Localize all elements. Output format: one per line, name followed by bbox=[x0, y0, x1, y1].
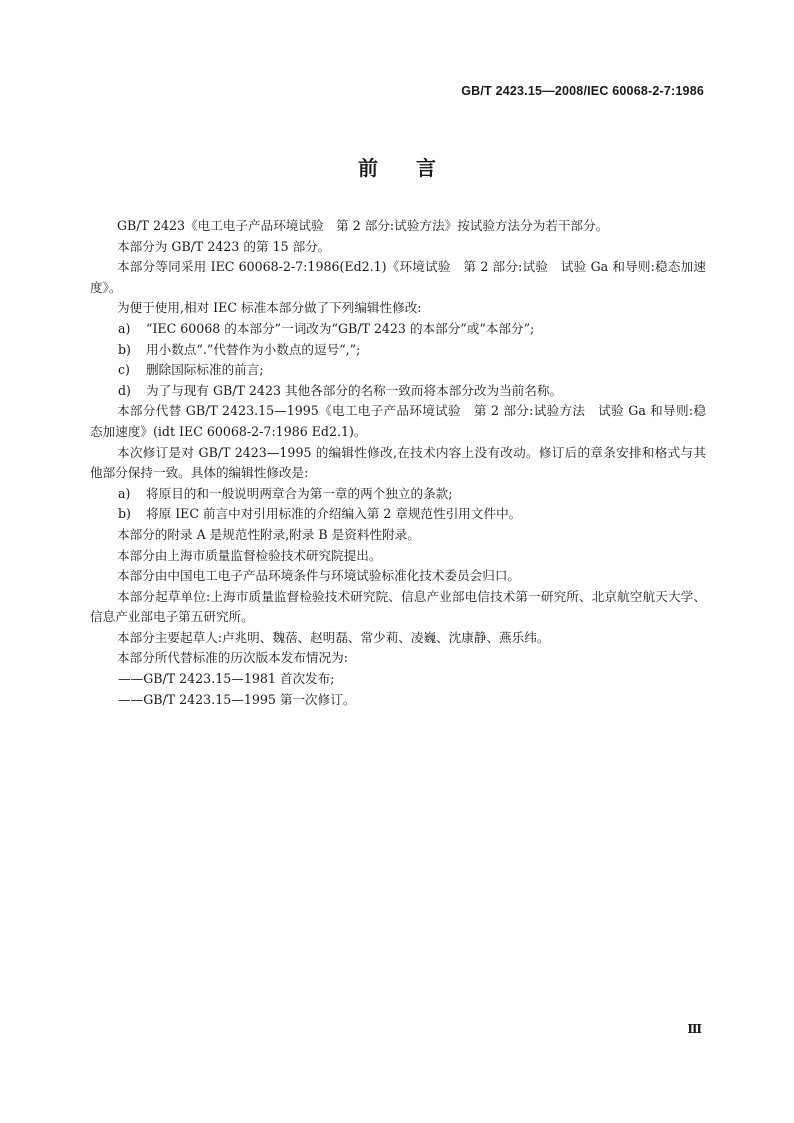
paragraph: 本部分等同采用 IEC 60068-2-7:1986(Ed2.1)《环境试验 第 2 部分:试验 试验 Ga 和导则:稳态加速度》。 bbox=[90, 259, 706, 295]
paragraph: 本部分由上海市质量监督检验技术研究院提出。 bbox=[117, 547, 382, 563]
list-marker: d) bbox=[118, 382, 131, 398]
list-item bbox=[90, 319, 706, 340]
history-item: ——GB/T 2423.15—1995 第一次修订。 bbox=[118, 691, 356, 707]
paragraph: 本部分的附录 A 是规范性附录,附录 B 是资料性附录。 bbox=[117, 526, 420, 542]
history-item: ——GB/T 2423.15—1981 首次发布; bbox=[118, 671, 335, 687]
paragraph: 本部分由中国电工电子产品环境条件与环境试验标准化技术委员会归口。 bbox=[117, 568, 520, 584]
page-number: Ⅲ bbox=[687, 1022, 702, 1036]
list-item bbox=[90, 504, 706, 525]
paragraph: 本部分主要起草人:卢兆明、魏蓓、赵明磊、常少莉、凌巍、沈康静、燕乐纬。 bbox=[117, 629, 550, 645]
paragraph: 本部分代替 GB/T 2423.15—1995《电工电子产品环境试验 第 2 部分:试验方法 试验 Ga 和导则:稳态加速度》(idt IEC 60068-2-7:1986 Ed2.1)。 bbox=[90, 403, 706, 439]
list-item bbox=[90, 484, 706, 505]
list-item-text: 将原目的和一般说明两章合为第一章的两个独立的条款; bbox=[146, 485, 453, 501]
paragraph: 为便于使用,相对 IEC 标准本部分做了下列编辑性修改: bbox=[117, 300, 422, 316]
list-item bbox=[90, 360, 706, 381]
standard-code-header: GB/T 2423.15—2008/IEC 60068-2-7:1986 bbox=[461, 84, 704, 98]
list-item-text: 为了与现有 GB/T 2423 其他各部分的名称一致而将本部分改为当前名称。 bbox=[146, 382, 563, 398]
list-marker: c) bbox=[118, 362, 130, 378]
paragraph: 本部分为 GB/T 2423 的第 15 部分。 bbox=[117, 238, 331, 254]
page-title: 前言 bbox=[358, 156, 474, 180]
list-item-text: 删除国际标准的前言; bbox=[146, 362, 264, 378]
paragraph: 本次修订是对 GB/T 2423—1995 的编辑性修改,在技术内容上没有改动。修订后的章条安排和格式与其他部分保持一致。具体的编辑性修改是: bbox=[90, 444, 706, 481]
list-item-text: 将原 IEC 前言中对引用标准的介绍编入第 2 章规范性引用文件中。 bbox=[146, 506, 522, 522]
list-item bbox=[90, 381, 706, 402]
list-marker: a) bbox=[118, 485, 131, 501]
paragraph: 本部分起草单位:上海市质量监督检验技术研究院、信息产业部电信技术第一研究所、北京航空航天大学、信息产业部电子第五研究所。 bbox=[90, 588, 706, 625]
preface-body bbox=[90, 216, 706, 710]
list-item-text: 用小数点“.”代替作为小数点的逗号“,”; bbox=[146, 341, 361, 357]
list-marker: b) bbox=[118, 341, 131, 357]
list-item-text: “IEC 60068 的本部分”一词改为“GB/T 2423 的本部分”或“本部分”; bbox=[146, 320, 535, 336]
list-marker: a) bbox=[118, 320, 131, 336]
list-item bbox=[90, 340, 706, 361]
paragraph: GB/T 2423《电工电子产品环境试验 第 2 部分:试验方法》按试验方法分为若干部分。 bbox=[117, 218, 609, 233]
paragraph: 本部分所代替标准的历次版本发布情况为: bbox=[117, 650, 348, 666]
list-marker: b) bbox=[118, 506, 131, 522]
